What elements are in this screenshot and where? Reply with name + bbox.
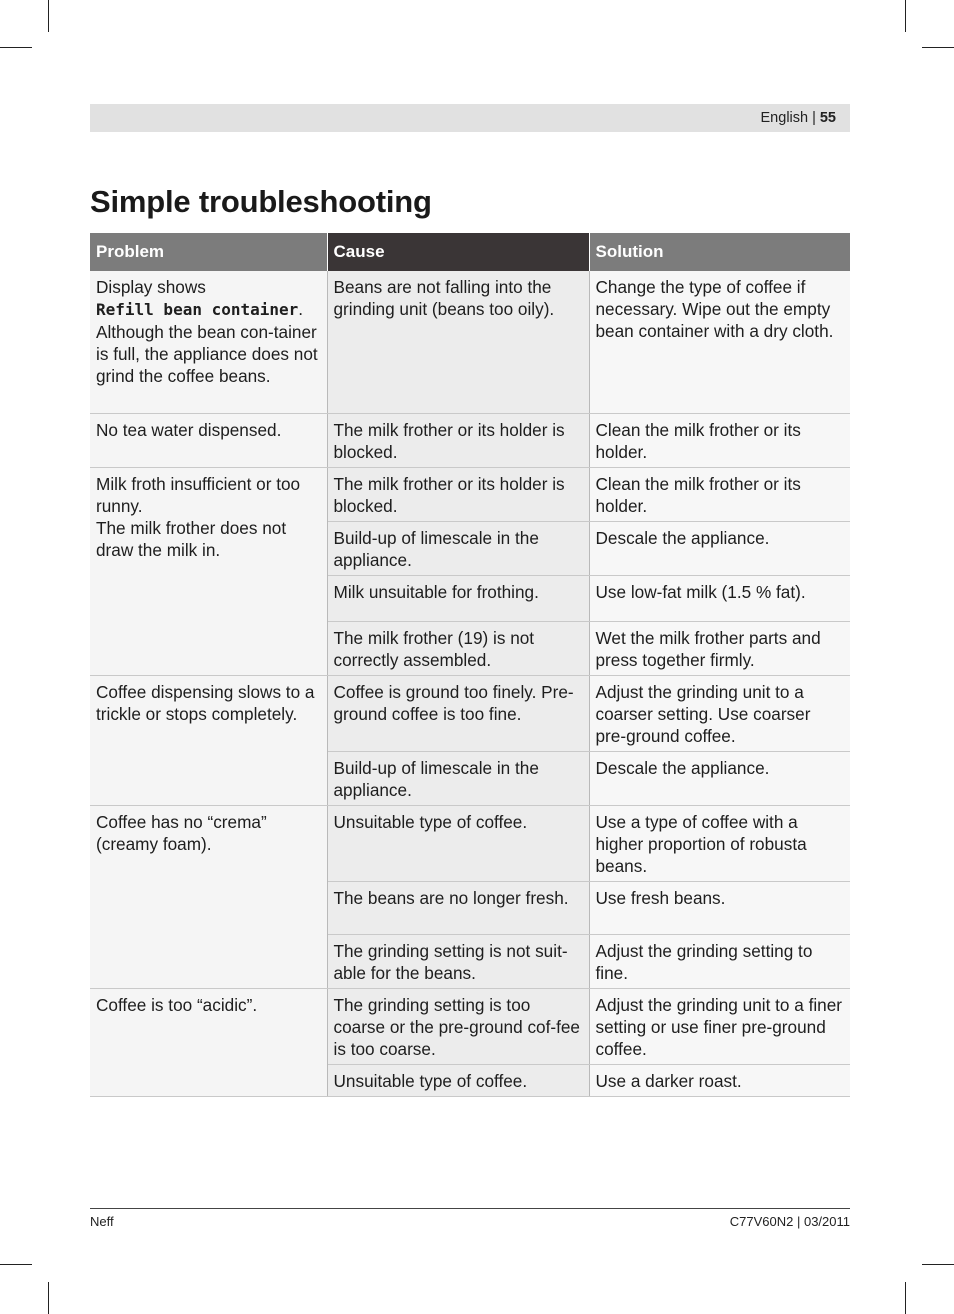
problem-cell: Coffee is too “acidic”.: [90, 988, 327, 1096]
cause-cell: The beans are no longer fresh.: [327, 881, 589, 934]
table-row: [90, 413, 850, 467]
crop-mark: [922, 47, 954, 48]
crop-mark: [922, 1264, 954, 1265]
cause-cell: Build-up of limescale in the appliance.: [327, 521, 589, 575]
header-text: [761, 110, 836, 126]
cause-cell: The grinding setting is not suit-able for the beans.: [327, 934, 589, 988]
solution-cell: Adjust the grinding unit to a finer setting or use finer pre-ground coffee.: [589, 988, 850, 1064]
cause-cell: The milk frother or its holder is blocked.: [327, 467, 589, 521]
cause-cell: Beans are not falling into the grinding unit (beans too oily).: [327, 271, 589, 413]
display-message: Refill bean container: [96, 300, 299, 319]
page-header: [90, 104, 850, 132]
cause-cell: The grinding setting is too coarse or the pre-ground cof-fee is too coarse.: [327, 988, 589, 1064]
solution-cell: Descale the appliance.: [589, 521, 850, 575]
footer-brand: Neff: [90, 1214, 114, 1229]
table-row: [90, 675, 850, 751]
problem-cell: [90, 467, 327, 675]
table-header-row: [90, 233, 850, 271]
cause-cell: The milk frother (19) is not correctly assembled.: [327, 621, 589, 675]
solution-cell: Adjust the grinding unit to a coarser setting. Use coarser pre-ground coffee.: [589, 675, 850, 751]
table-row: [90, 271, 850, 413]
solution-cell: Adjust the grinding setting to fine.: [589, 934, 850, 988]
solution-cell: Use a darker roast.: [589, 1064, 850, 1096]
solution-cell: Use a type of coffee with a higher proportion of robusta beans.: [589, 805, 850, 881]
solution-cell: Wet the milk frother parts and press together firmly.: [589, 621, 850, 675]
column-header-cause: Cause: [327, 233, 589, 271]
crop-mark: [48, 0, 49, 32]
problem-text: Display shows: [96, 277, 206, 297]
footer-doc-ref: C77V60N2 | 03/2011: [729, 1214, 850, 1229]
crop-mark: [905, 0, 906, 32]
cause-cell: Coffee is ground too finely. Pre-ground coffee is too fine.: [327, 675, 589, 751]
problem-cell: Coffee has no “crema” (creamy foam).: [90, 805, 327, 988]
table-row: [90, 805, 850, 881]
cause-cell: Milk unsuitable for frothing.: [327, 575, 589, 621]
cause-cell: Build-up of limescale in the appliance.: [327, 751, 589, 805]
cause-cell: Unsuitable type of coffee.: [327, 1064, 589, 1096]
solution-cell: Use low-fat milk (1.5 % fat).: [589, 575, 850, 621]
problem-text: . Although the bean con-tainer is full, the appliance does not grind the coffee beans.: [96, 299, 318, 386]
column-header-solution: Solution: [589, 233, 850, 271]
crop-mark: [48, 1282, 49, 1314]
column-header-problem: Problem: [90, 233, 327, 271]
solution-cell: Clean the milk frother or its holder.: [589, 467, 850, 521]
problem-text: Milk froth insufficient or too runny.: [96, 473, 301, 516]
header-separator: |: [812, 110, 816, 126]
solution-cell: Clean the milk frother or its holder.: [589, 413, 850, 467]
problem-text: The milk frother does not draw the milk in.: [96, 517, 287, 560]
page-number: 55: [819, 110, 836, 126]
solution-cell: Change the type of coffee if necessary. Wipe out the empty bean container with a dry cloth.: [589, 271, 850, 413]
crop-mark: [0, 1264, 32, 1265]
problem-cell: [90, 271, 327, 413]
troubleshooting-table: [90, 233, 850, 1097]
table-row: [90, 467, 850, 521]
solution-cell: Use fresh beans.: [589, 881, 850, 934]
crop-mark: [905, 1282, 906, 1314]
solution-cell: Descale the appliance.: [589, 751, 850, 805]
crop-mark: [0, 47, 32, 48]
problem-cell: Coffee dispensing slows to a trickle or stops completely.: [90, 675, 327, 805]
footer-divider: [90, 1208, 850, 1209]
problem-cell: No tea water dispensed.: [90, 413, 327, 467]
page-title: Simple troubleshooting: [90, 184, 432, 219]
cause-cell: Unsuitable type of coffee.: [327, 805, 589, 881]
header-language: English: [760, 110, 809, 126]
table-row: [90, 988, 850, 1064]
cause-cell: The milk frother or its holder is blocked.: [327, 413, 589, 467]
